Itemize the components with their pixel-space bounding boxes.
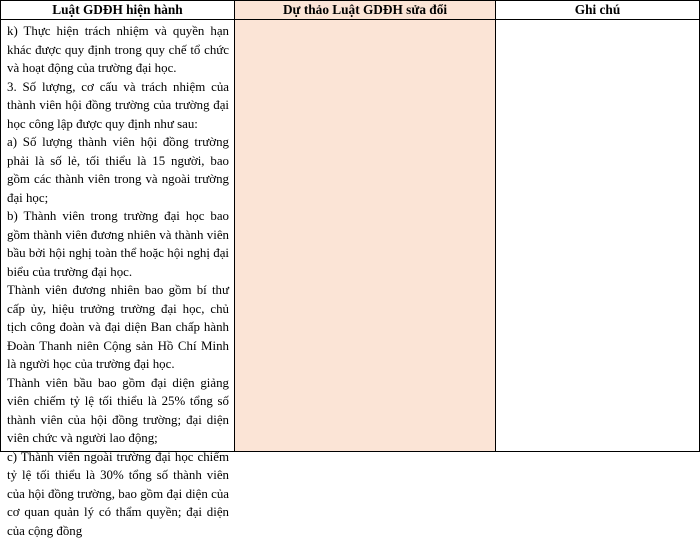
paragraph-c: c) Thành viên ngoài trường đại học chiếm tỷ lệ tối thiểu là 30% tổng số thành viên của hội đồng trường, bao gồm đại diện của cơ quan quản lý có thẩm quyền; đại diện của cộng đồng	[7, 448, 229, 540]
table-header-row	[1, 1, 700, 20]
current-law-text	[1, 20, 234, 448]
paragraph-elected: Thành viên bầu bao gồm đại diện giảng viên chiếm tỷ lệ tối thiểu là 25% tổng số thành viên của hội đồng trường; đại diện viên chức và người lao động;	[7, 374, 229, 448]
notes-cell	[496, 20, 700, 452]
header-current-law: Luật GDĐH hiện hành	[1, 1, 235, 20]
draft-law-cell	[235, 20, 496, 452]
table-row	[1, 20, 700, 452]
header-notes: Ghi chú	[496, 1, 700, 20]
paragraph-k: k) Thực hiện trách nhiệm và quyền hạn khác được quy định trong quy chế tổ chức và hoạt động của trường đại học.	[7, 22, 229, 78]
current-law-cell	[1, 20, 235, 452]
paragraph-b: b) Thành viên trong trường đại học bao gồm thành viên đương nhiên và thành viên bầu bởi hội nghị toàn thể hoặc hội nghị đại biểu của trường đại học.	[7, 207, 229, 281]
header-draft-law: Dự thảo Luật GDĐH sửa đổi	[235, 1, 496, 20]
paragraph-3: 3. Số lượng, cơ cấu và trách nhiệm của thành viên hội đồng trường của trường đại học công lập được quy định như sau:	[7, 78, 229, 134]
paragraph-ex-officio: Thành viên đương nhiên bao gồm bí thư cấp ủy, hiệu trưởng trường đại học, chủ tịch công đoàn và đại diện Ban chấp hành Đoàn Thanh niên Cộng sản Hồ Chí Minh là người học của trường đại học.	[7, 281, 229, 374]
paragraph-a: a) Số lượng thành viên hội đồng trường phải là số lẻ, tối thiểu là 15 người, bao gồm các thành viên trong và ngoài trường đại học;	[7, 133, 229, 207]
